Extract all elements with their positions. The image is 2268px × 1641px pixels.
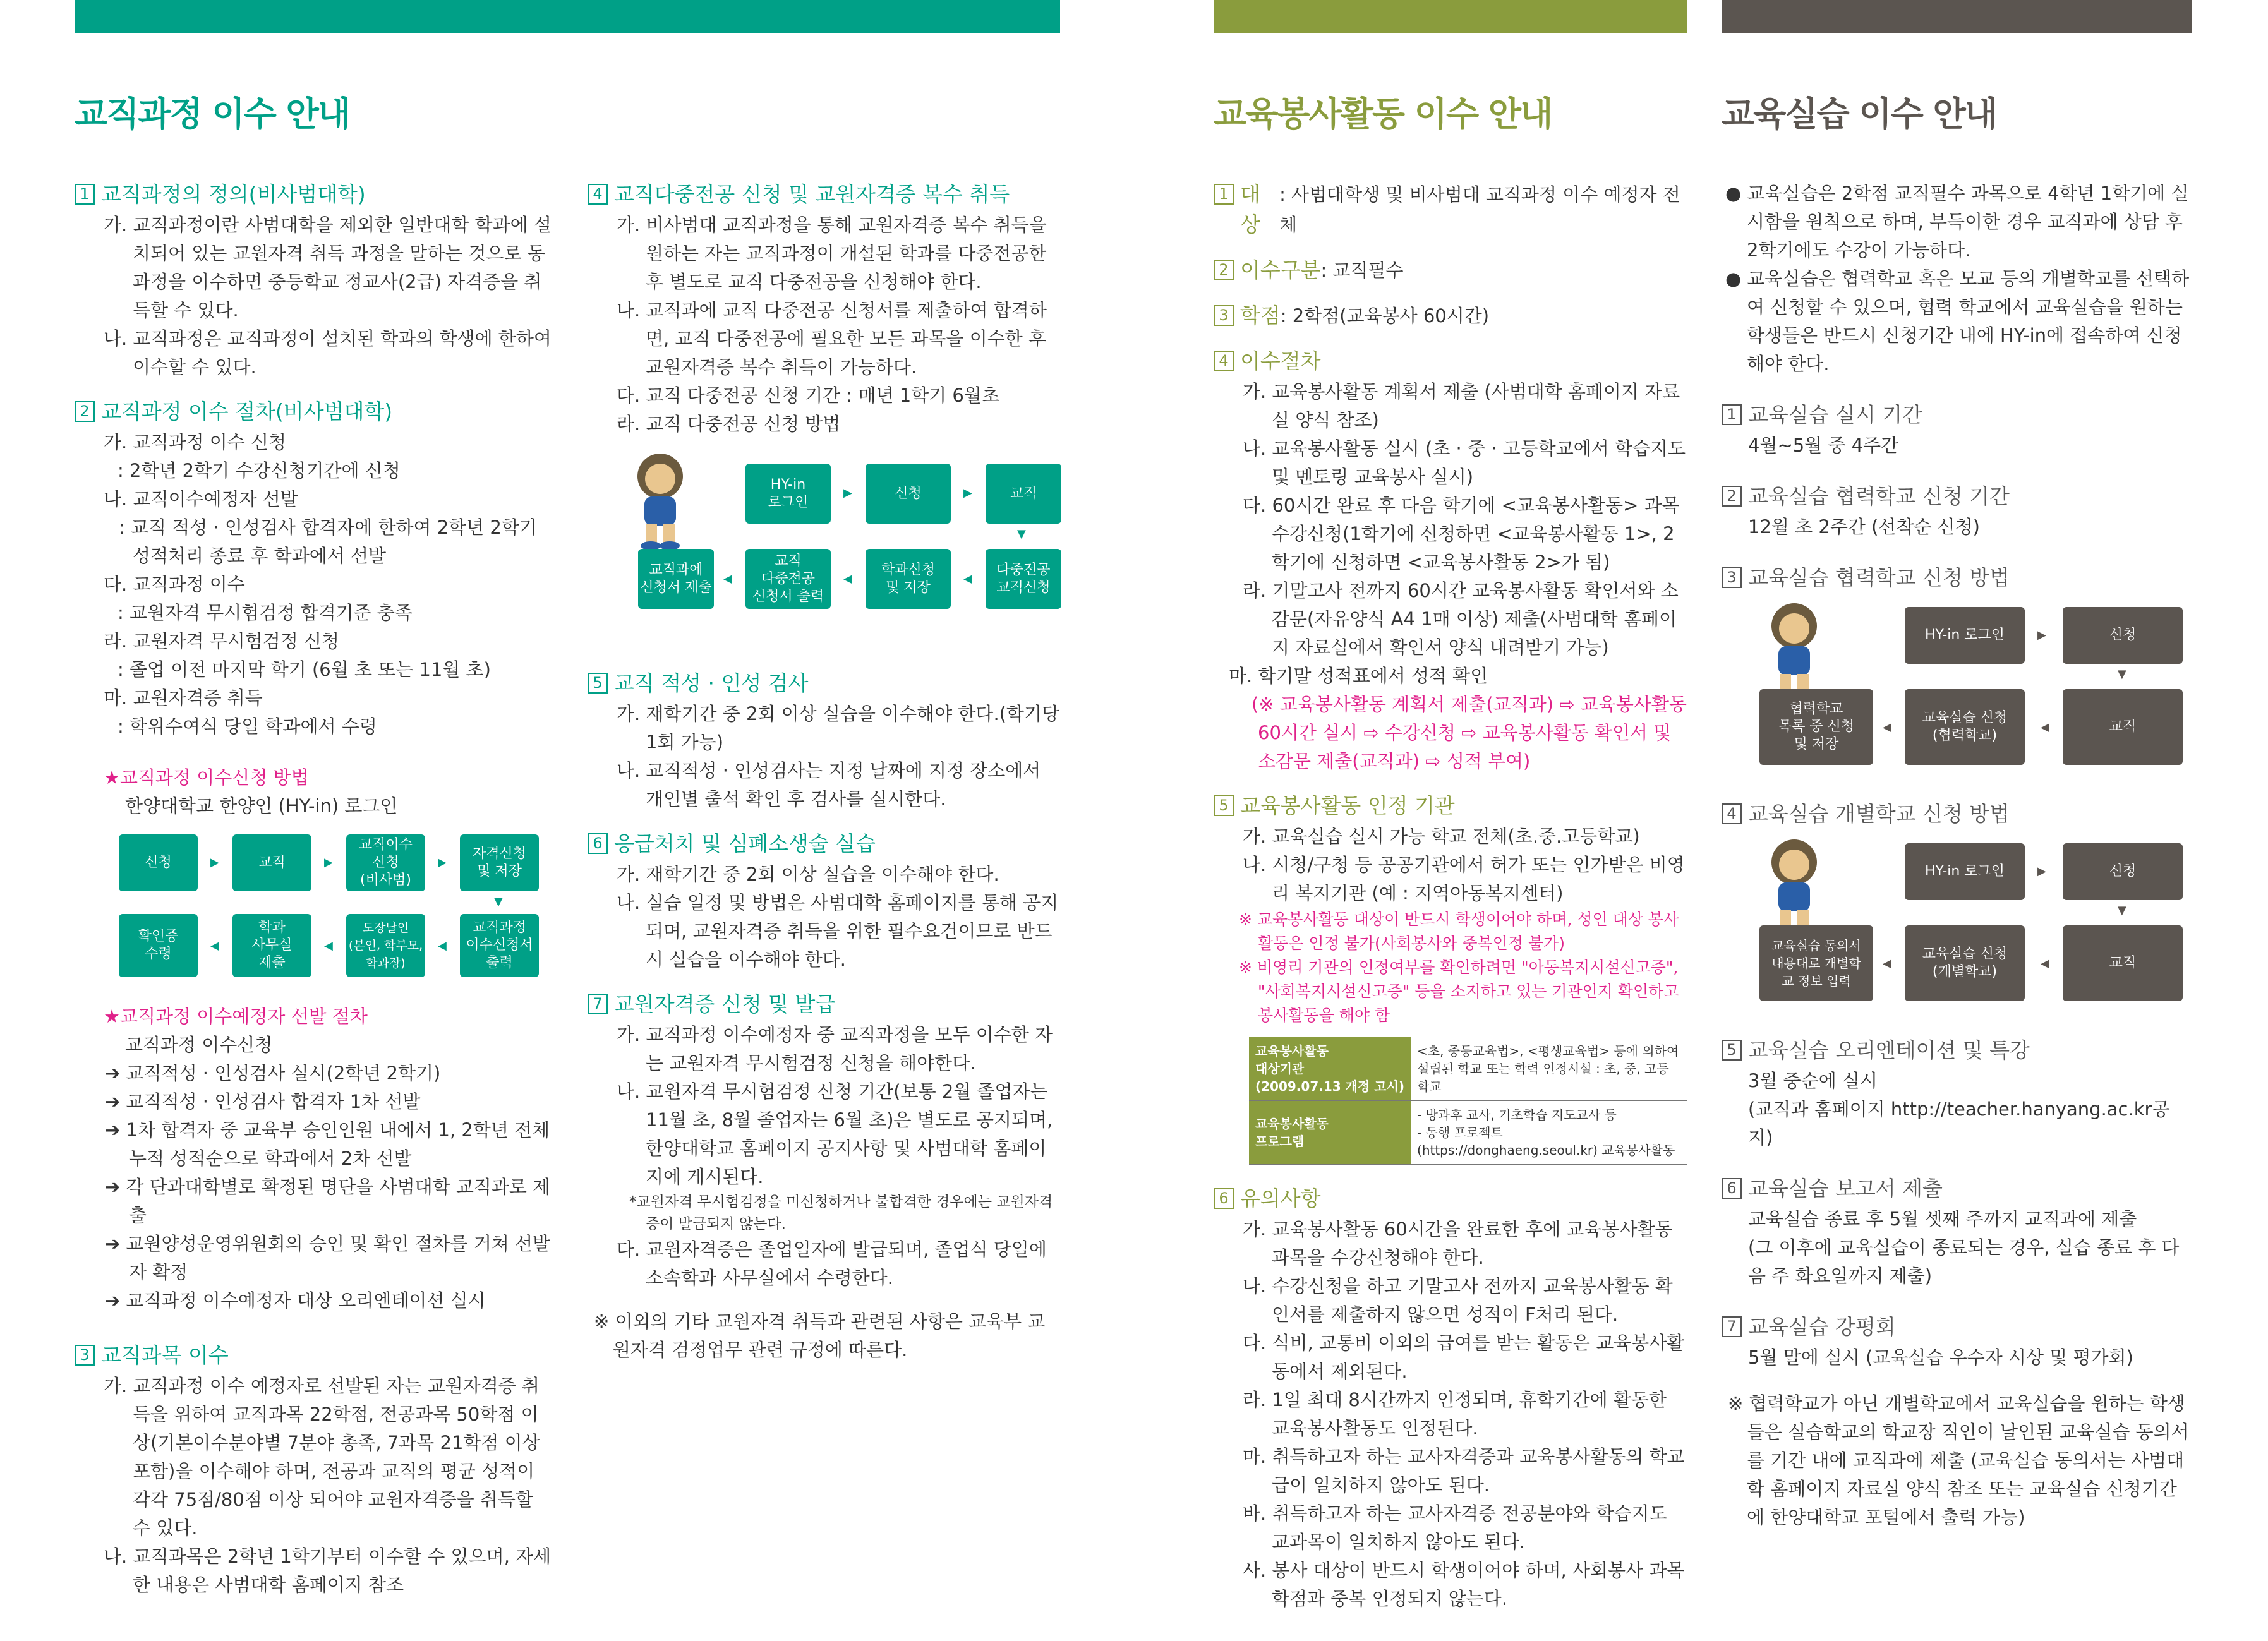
list-item: 나. 교직과목은 2학년 1학기부터 이수할 수 있으며, 자세한 내용은 사범대학 홈페이지 참조 [104, 1546, 552, 1596]
section-text: 5월 말에 실시 (교육실습 우수자 시상 및 평가회) [1748, 1347, 2133, 1368]
list-item-detail: : 2학년 2학기 수강신청기간에 신청 [118, 460, 401, 481]
step-item: ➔ 교직적성 · 인성검사 실시(2학년 2학기) [105, 1062, 441, 1084]
section-heading: 5 교육봉사활동 인정 기관 [1214, 791, 1687, 821]
column-teacher-course [75, 179, 555, 1599]
warning-note: ※ 교육봉사활동 대상이 반드시 학생이어야 하며, 성인 대상 봉사활동은 인정 불가(사회봉사와 중복인정 불가) [1239, 910, 1679, 953]
arrow-left-icon: ◀ [1883, 957, 1891, 970]
column-teacher-course-2 [588, 179, 1061, 1364]
section-heading: 7 교육실습 강평회 [1722, 1312, 2192, 1342]
lion-mascot-image [1759, 601, 1829, 702]
arrow-left-icon: ◀ [723, 572, 732, 586]
process-summary: (※ 교육봉사활동 계획서 제출(교직과) ⇨ 교육봉사활동 60시간 실시 ⇨ 수강신청 ⇨ 교육봉사활동 확인서 및 소감문 제출(교직과) ⇨ 성적 부여) [1252, 694, 1687, 772]
list-item: 마. 취득하고자 하는 교사자격증과 교육봉사활동의 학교급이 일치하지 않아도 된다. [1243, 1446, 1685, 1496]
arrow-right-icon: ▶ [843, 486, 852, 500]
list-item: 다. 60시간 완료 후 다음 학기에 <교육봉사활동> 과목 수강신청(1학기에 신청하면 <교육봉사활동 1>, 2학기에 신청하면 <교육봉사활동 2>가 됨) [1243, 495, 1680, 573]
flow-step: 교직과에 신청서 제출 [638, 549, 714, 609]
page-title-practicum: 교육실습 이수 안내 [1722, 94, 1996, 134]
section-heading: 6 교육실습 보고서 제출 [1722, 1174, 2192, 1204]
step-item: ➔ 각 단과대학별로 확정된 명단을 사범대학 교직과로 제출 [105, 1176, 551, 1226]
list-item: 나. 시청/구청 등 공공기관에서 허가 또는 인가받은 비영리 복지기관 (예 : 지역아동복지센터) [1243, 854, 1685, 904]
footer-note: ※ 이외의 기타 교원자격 취득과 관련된 사항은 교육부 교원자격 검정업무 관련 규정에 따른다. [594, 1311, 1046, 1361]
section-heading: 7 교원자격증 신청 및 발급 [588, 989, 1061, 1019]
arrow-right-icon: ▶ [2037, 865, 2046, 878]
arrow-down-icon: ▼ [1017, 527, 1026, 541]
list-item-detail: : 교직 적성 · 인성검사 합격자에 한하여 2학년 2학기 성적처리 종료 후 학과에서 선발 [119, 517, 537, 567]
list-item: 나. 교직과에 교직 다중전공 신청서를 제출하여 합격하면, 교직 다중전공에 필요한 모든 과목을 이수한 후 교원자격증 복수 취득이 가능하다. [617, 299, 1047, 378]
flow-teacher-application [75, 826, 555, 983]
list-item: 가. 교직과정 이수 예정자로 선발된 자는 교원자격증 취득을 위하여 교직과목 22학점, 전공과목 50학점 이상(기본이수분야별 7분야 총족, 7과목 21학점 이상 포함)을 이수해야 하며, 전공과 교직의 평균 성적이 각각 75점/80점 이상 되어야 교원자격증을 취득할 수 있다. [104, 1375, 540, 1539]
list-item: 가. 교직과정 이수예정자 중 교직과정을 모두 이수한 자는 교원자격 무시험검정 신청을 해야한다. [617, 1024, 1053, 1074]
list-item-detail: : 졸업 이전 마지막 학기 (6월 초 또는 11월 초) [118, 659, 491, 680]
arrow-left-icon: ◀ [438, 939, 447, 953]
flow-step: 도장날인 (본인, 학부모, 학과장) [346, 914, 425, 977]
arrow-right-icon: ▶ [2037, 628, 2046, 642]
table-header-cell: 교육봉사활동 대상기관 (2009.07.13 개정 고시) [1249, 1037, 1411, 1101]
section-text: (그 이후에 교육실습이 종료되는 경우, 실습 종료 후 다음 주 화요일까지 제출) [1748, 1237, 2180, 1287]
list-item: 바. 취득하고자 하는 교사자격증 전공분야와 학습지도 교과목이 일치하지 않아도 된다. [1243, 1503, 1667, 1553]
column-practicum [1722, 179, 2192, 1532]
flow-step: HY-in 로그인 [1905, 843, 2025, 900]
list-item: 가. 재학기간 중 2회 이상 실습을 이수해야 한다. [617, 863, 999, 885]
list-item: 라. 기말고사 전까지 60시간 교육봉사활동 확인서와 소감문(자유양식 A4 1매 이상) 제출(사범대학 홈페이지 자료실에서 확인서 양식 내려받기 가능) [1243, 580, 1679, 658]
section-heading: 2 이수구분 : 교직필수 [1214, 255, 1687, 286]
arrow-right-icon: ▶ [324, 856, 333, 869]
star-desc: 교직과정 이수신청 [125, 1034, 273, 1055]
table-cell: - 방과후 교사, 기초학습 지도교사 등 - 동행 프로젝트(https://donghaeng.seoul.kr) 교육봉사활동 [1411, 1101, 1687, 1165]
step-item: ➔ 교직과정 이수예정자 대상 오리엔테이션 실시 [105, 1290, 486, 1311]
list-item: 나. 실습 일정 및 방법은 사범대학 홈페이지를 통해 공지되며, 교원자격증 취득을 위한 필수요건이므로 반드시 실습을 이수해야 한다. [617, 892, 1059, 970]
step-item: ➔ 교직적성 · 인성검사 합격자 1차 선발 [105, 1091, 421, 1112]
list-item: 가. 비사범대 교직과정을 통해 교원자격증 복수 취득을 원하는 자는 교직과정이 개설된 학과를 다중전공한 후 별도로 교직 다중전공을 신청해야 한다. [617, 214, 1047, 292]
step-item: ➔ 교원양성운영위원회의 승인 및 확인 절차를 거쳐 선발자 확정 [105, 1233, 551, 1283]
flow-step: 교직과정 이수신청서 출력 [460, 914, 539, 977]
arrow-left-icon: ◀ [963, 572, 972, 586]
list-item: 다. 교직 다중전공 신청 기간 : 매년 1학기 6월초 [617, 385, 999, 406]
bullet-dot-icon: ● [1725, 183, 1747, 204]
bullet-item: ● 교육실습은 협력학교 혹은 모교 등의 개별학교를 선택하여 신청할 수 있으며, 협력 학교에서 교육실습을 원하는 학생들은 반드시 신청기간 내에 HY-in에 접속하여 신청해야 한다. [1725, 268, 2190, 375]
top-bar-olive [1214, 0, 1687, 33]
arrow-left-icon: ◀ [210, 939, 219, 953]
footnote: *교원자격 무시험검정을 미신청하거나 불합격한 경우에는 교원자격증이 발급되지 않는다. [629, 1194, 1053, 1232]
list-item: 가. 교육봉사활동 계획서 제출 (사범대학 홈페이지 자료실 양식 참조) [1243, 381, 1680, 431]
arrow-bullet-icon: ➔ [105, 1119, 126, 1141]
table-cell: <초, 중등교육법>, <평생교육법> 등에 의하여 설립된 학교 또는 학력 인정시설 : 초, 중, 고등학교 [1411, 1037, 1687, 1101]
column-volunteer [1214, 179, 1687, 1613]
flow-double-major [588, 438, 1061, 653]
section-heading: 4 이수절차 [1214, 346, 1687, 376]
flow-step: 교직 [2063, 689, 2183, 765]
list-item: 나. 교원자격 무시험검정 신청 기간(보통 2월 졸업자는 11월 초, 8월 졸업자는 6월 초)은 별도로 공지되며, 한양대학교 홈페이지 공지사항 및 사범대학 홈페이지에 게시된다. [617, 1081, 1053, 1187]
page-title-teacher-course: 교직과정 이수 안내 [75, 94, 349, 134]
list-item: 가. 교직과정이란 사범대학을 제외한 일반대학 학과에 설치되어 있는 교원자격 취득 과정을 말하는 것으로 동 과정을 이수하면 중등학교 정교사(2급) 자격증을 취득할 수 있다. [104, 214, 552, 321]
section-heading: 5 교육실습 오리엔테이션 및 특강 [1722, 1035, 2192, 1066]
flow-step: 교육실습 신청 (협력학교) [1905, 689, 2025, 765]
table-row [1249, 1101, 1687, 1165]
flow-step: 다중전공 교직신청 [986, 549, 1061, 609]
flow-step: 교직 [232, 834, 311, 891]
star-desc: 한양대학교 한양인 (HY-in) 로그인 [125, 795, 398, 817]
section-heading: 4 교육실습 개별학교 신청 방법 [1722, 799, 2192, 829]
table-row [1249, 1037, 1687, 1101]
footer-note: ※ 협력학교가 아닌 개별학교에서 교육실습을 원하는 학생들은 실습학교의 학교장 직인이 날인된 교육실습 동의서를 기간 내에 교직과에 제출 (교육실습 동의서는 사범대학 홈페이지 자료실 양식 참조 또는 교육실습 신청기간에 한양대학교 포털에서 출력 가능) [1728, 1393, 2189, 1528]
list-item-detail: : 교원자격 무시험검정 합격기준 충족 [118, 602, 413, 623]
flow-step: 교직이수 신청 (비사범) [346, 834, 425, 891]
lion-mascot-image [625, 451, 695, 552]
list-item: 가. 교육봉사활동 60시간을 완료한 후에 교육봉사활동 과목을 수강신청해야 한다. [1243, 1218, 1673, 1268]
arrow-down-icon: ▼ [2118, 668, 2126, 681]
arrow-bullet-icon: ➔ [105, 1290, 126, 1311]
flow-step: 자격신청 및 저장 [460, 834, 539, 891]
list-item: 다. 교원자격증은 졸업일자에 발급되며, 졸업식 당일에 소속학과 사무실에서 수령한다. [617, 1239, 1047, 1289]
flow-step: 교직 [2063, 925, 2183, 1001]
arrow-bullet-icon: ➔ [105, 1091, 126, 1112]
arrow-left-icon: ◀ [2041, 957, 2049, 970]
list-item: 나. 교직적성 · 인성검사는 지정 날짜에 지정 장소에서 개인별 출석 확인 후 검사를 실시한다. [617, 760, 1041, 810]
list-item: 사. 봉사 대상이 반드시 학생이어야 하며, 사회봉사 과목 학점과 중복 인정되지 않는다. [1243, 1560, 1685, 1609]
flow-step: 교직 [986, 464, 1061, 524]
list-item: 라. 1일 최대 8시간까지 인정되며, 휴학기간에 활동한 교육봉사활동도 인정된다. [1243, 1389, 1667, 1439]
list-item: 가. 재학기간 중 2회 이상 실습을 이수해야 한다.(학기당 1회 가능) [617, 703, 1060, 753]
list-item: 나. 교육봉사활동 실시 (초 · 중 · 고등학교에서 학습지도 및 멘토링 교육봉사 실시) [1243, 438, 1686, 488]
top-bar-green [75, 0, 1060, 33]
flow-step: 교육실습 동의서 내용대로 개별학 교 정보 입력 [1759, 925, 1873, 1001]
arrow-bullet-icon: ➔ [105, 1176, 126, 1198]
list-item-detail: : 학위수여식 당일 학과에서 수령 [118, 716, 377, 737]
list-item: 다. 식비, 교통비 이외의 급여를 받는 활동은 교육봉사활동에서 제외된다. [1243, 1332, 1685, 1382]
flow-step: HY-in 로그인 [1905, 607, 2025, 664]
bullet-item: ● 교육실습은 2학점 교직필수 과목으로 4학년 1학기에 실시함을 원칙으로 하며, 부득이한 경우 교직과에 상담 후 2학기에도 수강이 가능하다. [1725, 183, 2189, 261]
flow-step: 협력학교 목록 중 신청 및 저장 [1759, 689, 1873, 765]
star-heading: ★교직과정 이수신청 방법 [104, 767, 309, 788]
section-heading: 5 교직 적성 · 인성 검사 [588, 668, 1061, 699]
list-item: 가. 교직과정 이수 신청 [104, 431, 286, 453]
arrow-right-icon: ▶ [963, 486, 972, 500]
flow-step: 확인증 수령 [119, 914, 198, 977]
list-item: 라. 교원자격 무시험검정 신청 [104, 630, 340, 652]
warning-note: ※ 비영리 기관의 인정여부를 확인하려면 "아동복지시설신고증", "사회복지시설신고증" 등을 소지하고 있는 기관인지 확인하고 봉사활동을 해야 함 [1239, 958, 1679, 1025]
section-heading: 3 교육실습 협력학교 신청 방법 [1722, 563, 2192, 593]
lion-mascot-image [1759, 837, 1829, 938]
list-item: 마. 교원자격증 취득 [104, 687, 263, 709]
top-bar-gray [1722, 0, 2192, 33]
section-heading: 6 유의사항 [1214, 1184, 1687, 1214]
flow-step: 신청 [2063, 607, 2183, 664]
arrow-down-icon: ▼ [2118, 904, 2126, 917]
flow-step: 교직 다중전공 신청서 출력 [745, 549, 831, 609]
section-text: 교육실습 종료 후 5월 셋째 주까지 교직과에 제출 [1748, 1208, 2137, 1230]
list-item: 다. 교직과정 이수 [104, 574, 245, 595]
section-text: 12월 초 2주간 (선착순 신청) [1748, 516, 1980, 538]
section-heading: 6 응급처치 및 심폐소생술 실습 [588, 829, 1061, 859]
flow-step: 학과신청 및 저장 [866, 549, 951, 609]
flow-step: 학과 사무실 제출 [232, 914, 311, 977]
flow-step: 신청 [119, 834, 198, 891]
arrow-right-icon: ▶ [438, 856, 447, 869]
list-item: 나. 교직이수예정자 선발 [104, 488, 298, 510]
list-item: 라. 교직 다중전공 신청 방법 [617, 413, 841, 435]
section-heading: 1 대상 : 사범대학생 및 비사범대 교직과정 이수 예정자 전체 [1214, 179, 1687, 240]
flow-step: 교육실습 신청 (개별학교) [1905, 925, 2025, 1001]
table-header-cell: 교육봉사활동 프로그램 [1249, 1101, 1411, 1165]
arrow-right-icon: ▶ [210, 856, 219, 869]
section-heading: 1 교육실습 실시 기간 [1722, 400, 2192, 430]
arrow-left-icon: ◀ [1883, 721, 1891, 734]
bullet-dot-icon: ● [1725, 268, 1747, 289]
list-item: 나. 교직과정은 교직과정이 설치된 학과의 학생에 한하여 이수할 수 있다. [104, 328, 552, 378]
section-heading: 2 교직과정 이수 절차(비사범대학) [75, 397, 555, 427]
arrow-bullet-icon: ➔ [105, 1233, 126, 1254]
section-text: 4월~5월 중 4주간 [1748, 435, 1899, 456]
section-heading: 2 교육실습 협력학교 신청 기간 [1722, 481, 2192, 512]
flow-partner-school [1722, 594, 2192, 778]
section-text: (교직과 홈페이지 http://teacher.hanyang.ac.kr공지) [1748, 1098, 2170, 1148]
flow-step: 신청 [866, 464, 951, 524]
page-title-volunteer: 교육봉사활동 이수 안내 [1214, 94, 1552, 134]
arrow-left-icon: ◀ [324, 939, 333, 953]
section-heading: 1 교직과정의 정의(비사범대학) [75, 179, 555, 210]
step-item: ➔ 1차 합격자 중 교육부 승인인원 내에서 1, 2학년 전체 누적 성적순으로 학과에서 2차 선발 [105, 1119, 550, 1169]
flow-step: 신청 [2063, 843, 2183, 900]
arrow-left-icon: ◀ [2041, 721, 2049, 734]
arrow-bullet-icon: ➔ [105, 1062, 126, 1084]
flow-step: HY-in 로그인 [745, 464, 831, 524]
list-item: 가. 교육실습 실시 가능 학교 전체(초.중.고등학교) [1243, 826, 1640, 847]
flow-individual-school [1722, 831, 2192, 1014]
arrow-down-icon: ▼ [494, 895, 503, 908]
section-text: 3월 중순에 실시 [1748, 1070, 1878, 1091]
star-heading: ★교직과정 이수예정자 선발 절차 [104, 1006, 368, 1027]
arrow-left-icon: ◀ [843, 572, 852, 586]
list-item: 나. 수강신청을 하고 기말고사 전까지 교육봉사활동 확인서를 제출하지 않으면 성적이 F처리 된다. [1243, 1275, 1673, 1325]
section-heading: 4 교직다중전공 신청 및 교원자격증 복수 취득 [588, 179, 1061, 210]
section-heading: 3 교직과목 이수 [75, 1340, 555, 1371]
section-heading: 3 학점 : 2학점(교육봉사 60시간) [1214, 301, 1687, 331]
list-item: 마. 학기말 성적표에서 성적 확인 [1229, 665, 1488, 687]
volunteer-table [1249, 1037, 1687, 1165]
